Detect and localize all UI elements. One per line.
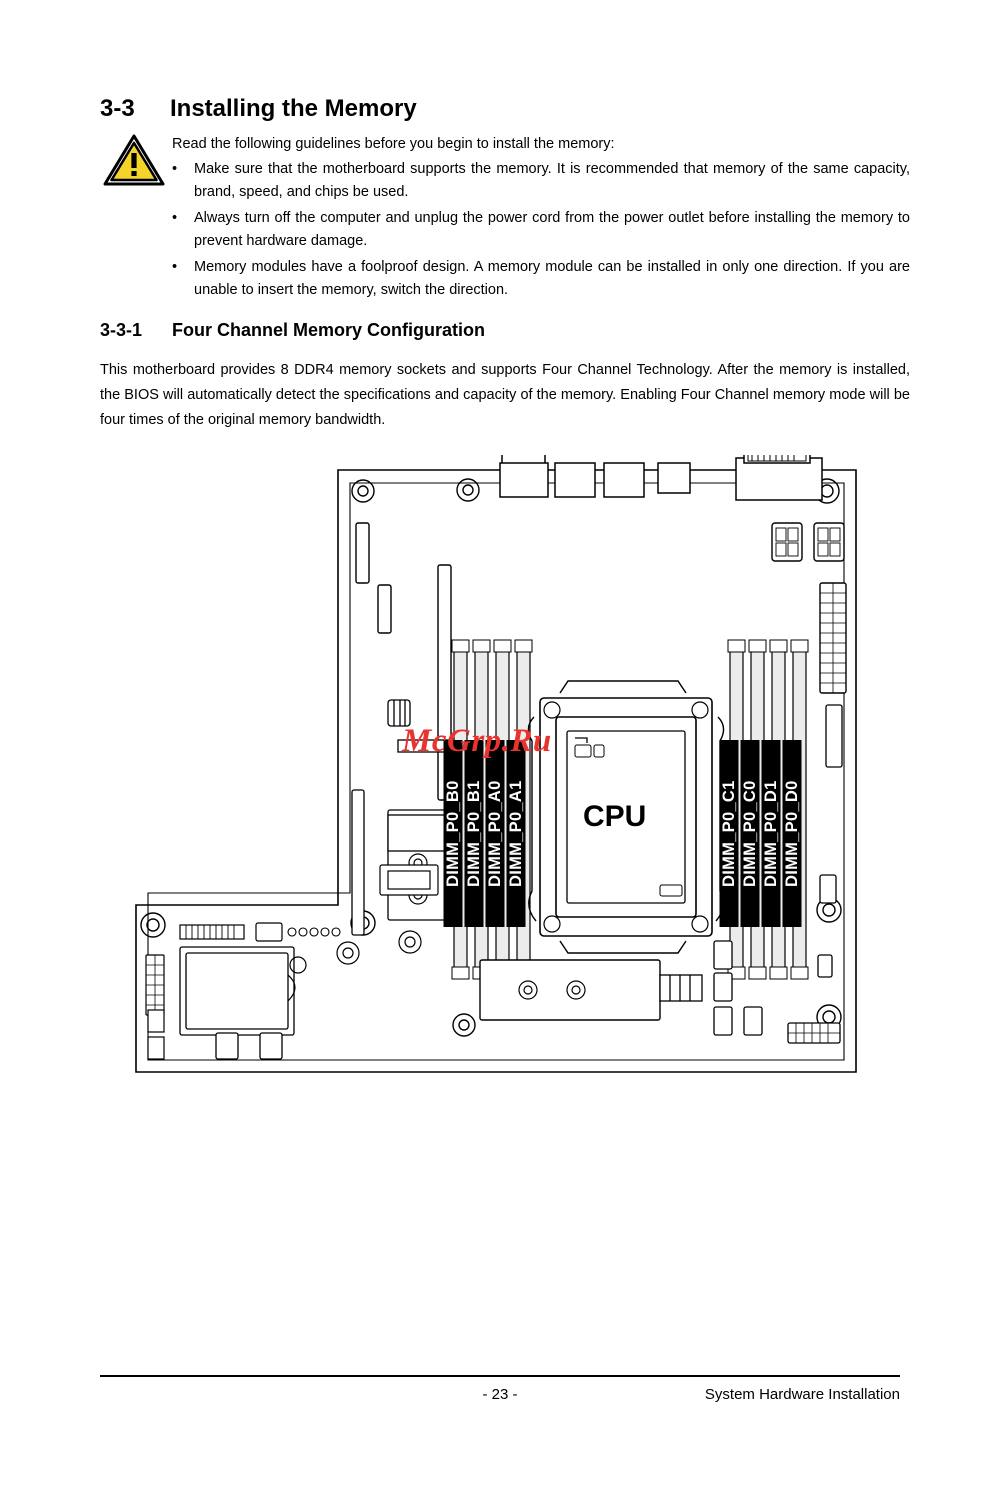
list-item-text: Make sure that the motherboard supports the memory. It is recommended that memory of the same capacity, brand, speed, and chips be used. [194,161,910,201]
dimm-label-p0-c1: DIMM_P0_C1 [720,740,739,927]
intro-text: Read the following guidelines before you begin to install the memory: [172,136,615,152]
bullet-marker: • [172,161,178,177]
footer-page-number: - 23 - [482,1386,518,1403]
warning-icon [103,133,165,187]
dimm-label-p0-d0: DIMM_P0_D0 [783,740,802,927]
list-item [172,256,910,303]
subsection-heading [100,320,910,341]
watermark-text: McGrp.Ru [402,723,552,759]
section-heading [100,95,910,123]
guideline-list [172,158,910,305]
section-number: 3-3 [100,95,135,122]
dimm-label-p0-a1: DIMM_P0_A1 [507,740,526,927]
footer-chapter-title: System Hardware Installation [704,1386,900,1403]
subsection-title: Four Channel Memory Configuration [172,320,485,340]
dimm-label-p0-a0: DIMM_P0_A0 [486,740,505,927]
subsection-number: 3-3-1 [100,320,143,340]
bullet-marker: • [172,209,178,226]
subsection-paragraph: This motherboard provides 8 DDR4 memory sockets and supports Four Channel Technology. After the memory is installed, the BIOS will automatically detect the specifications and capacity of the memory. Enabling Four Channel memory mode will be four times of the original memory bandwidth. [100,362,910,428]
motherboard-diagram [120,455,880,1095]
section-title: Installing the Memory [170,95,417,122]
list-item-text: Always turn off the computer and unplug the power cord from the power outlet before installing the memory to prevent hardware damage. [194,209,910,250]
dimm-label-p0-b1: DIMM_P0_B1 [465,740,484,927]
dimm-label-p0-d1: DIMM_P0_D1 [762,740,781,927]
list-item [172,158,910,205]
bullet-marker: • [172,258,178,275]
dimm-label-p0-c0: DIMM_P0_C0 [741,740,760,927]
footer-divider [100,1375,900,1377]
dimm-label-p0-b0: DIMM_P0_B0 [444,740,463,927]
list-item [172,207,910,254]
cpu-socket-label: CPU [583,800,647,833]
list-item-text: Memory modules have a foolproof design. A memory module can be installed in only one direction. If you are unable to insert the memory, switch the direction. [194,258,910,299]
